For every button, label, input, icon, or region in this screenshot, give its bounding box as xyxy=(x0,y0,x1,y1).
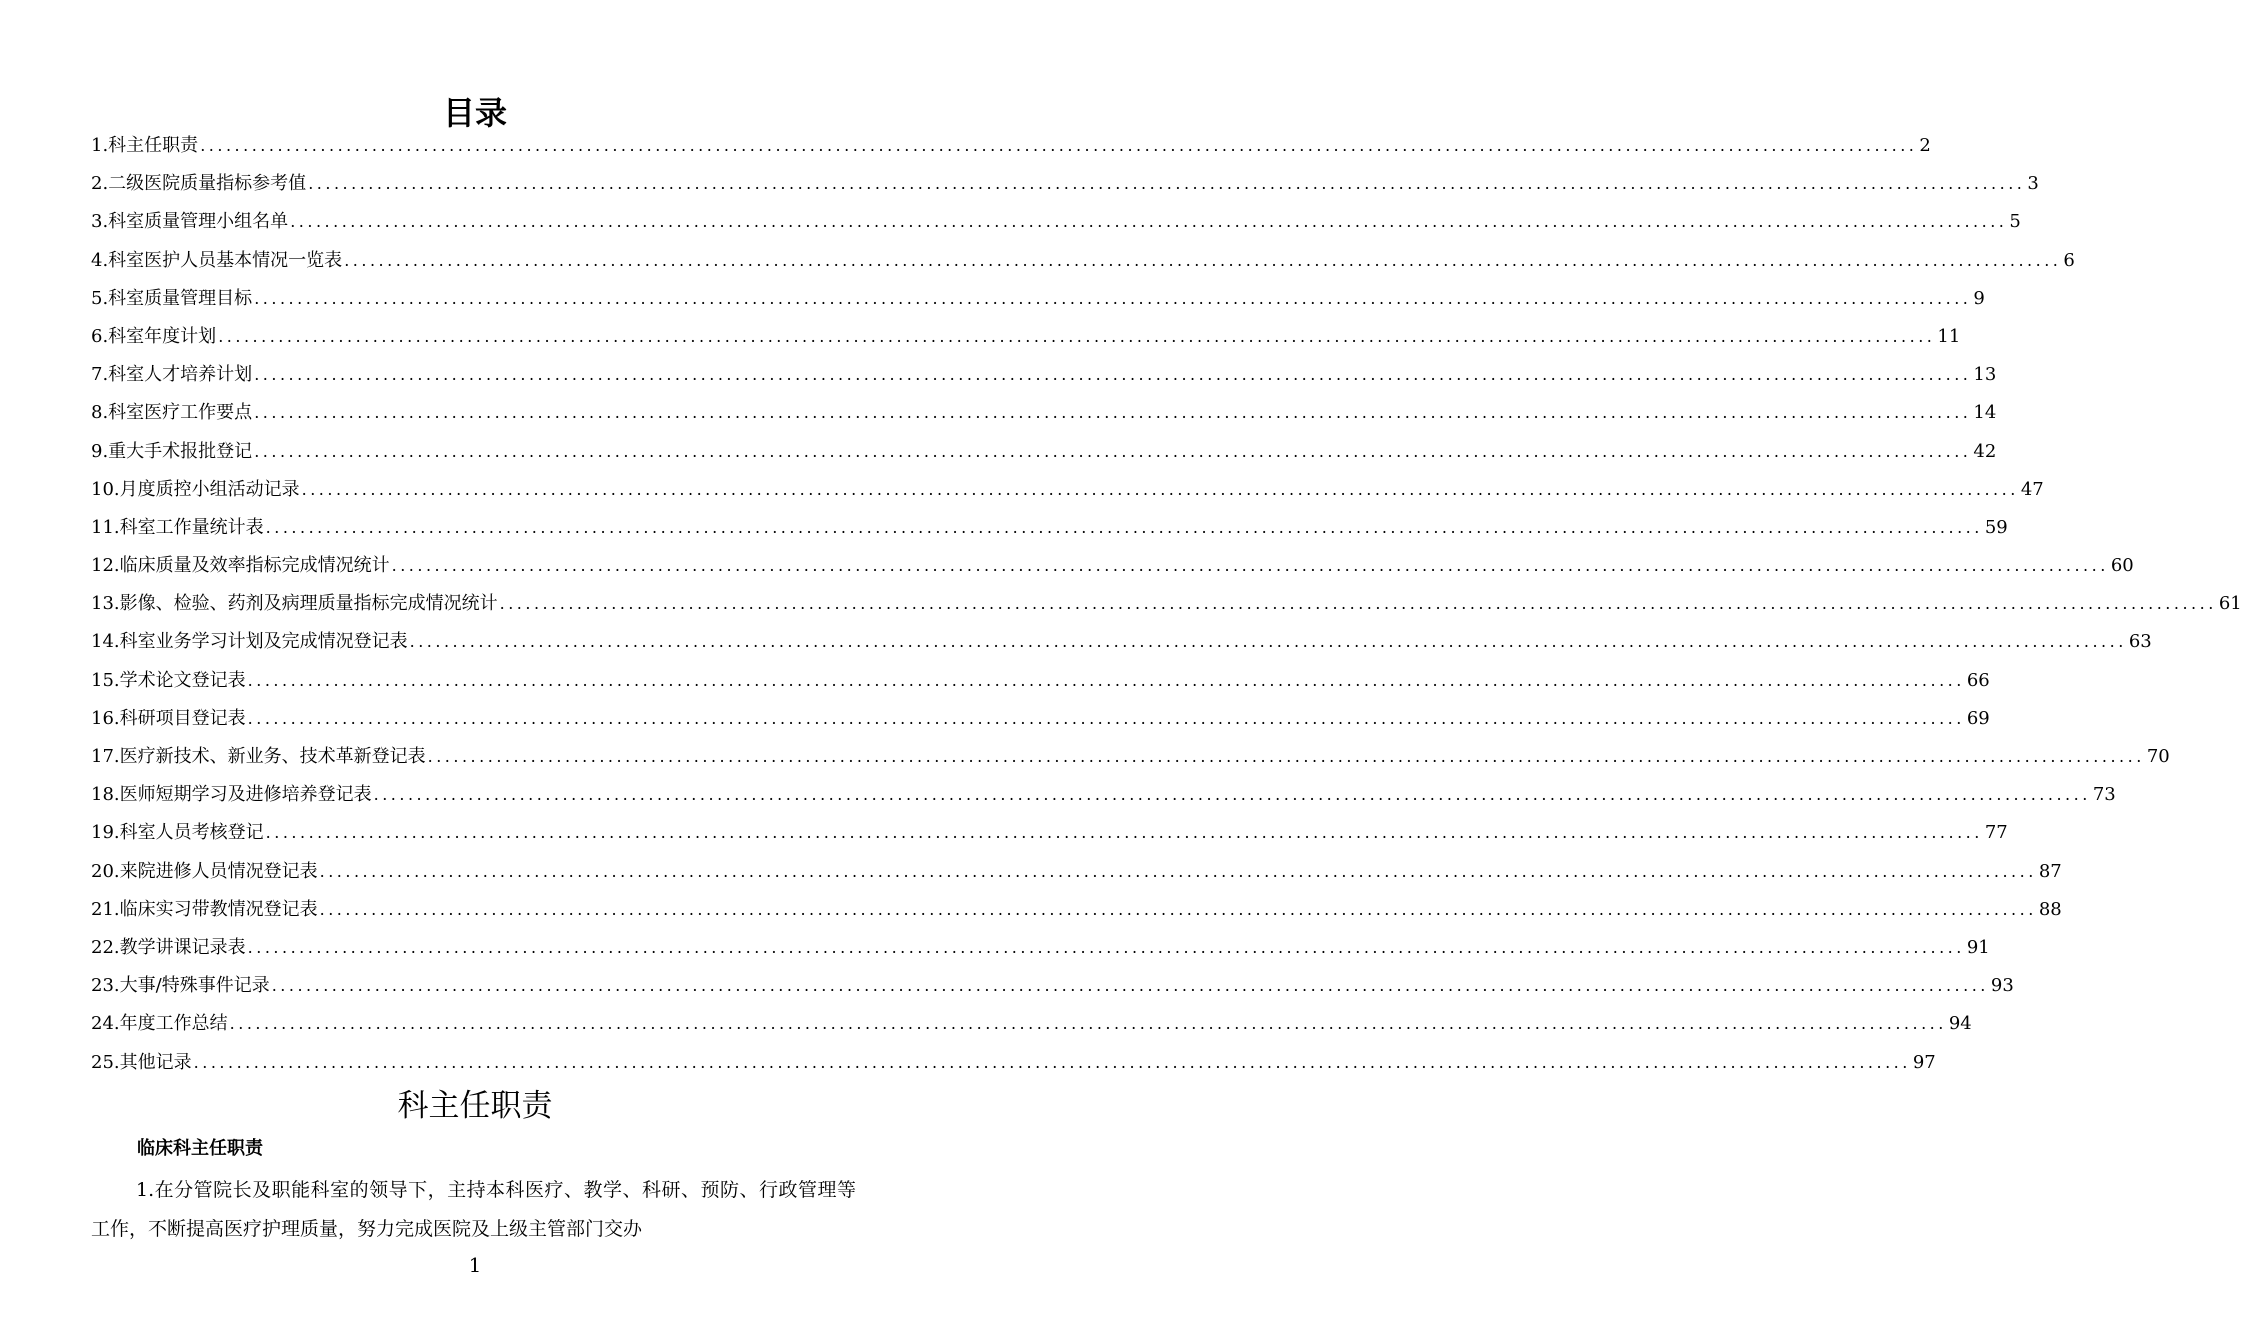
toc-item-label: 5.科室质量管理目标 xyxy=(91,287,253,309)
toc-leader-dots: ........................................................................................................................................................................................................ xyxy=(200,136,1918,155)
toc-item-label: 20.来院进修人员情况登记表 xyxy=(91,860,318,882)
toc-leader-dots: ........................................................................................................................................................................................................ xyxy=(254,403,1972,423)
toc-item-page: 73 xyxy=(2092,784,2116,806)
toc-item-page: 14 xyxy=(1973,402,1997,424)
toc-item-page: 6 xyxy=(2063,249,2075,271)
toc-leader-dots: ........................................................................................................................................................................................................ xyxy=(391,556,2109,576)
toc-item-page: 63 xyxy=(2128,631,2152,653)
toc-leader-dots: ........................................................................................................................................................................................................ xyxy=(229,1014,1947,1034)
toc-item-page: 77 xyxy=(1984,822,2008,844)
toc-item[interactable] xyxy=(91,127,1931,165)
toc-leader-dots: ........................................................................................................................................................................................................ xyxy=(247,670,1965,690)
toc-leader-dots: ........................................................................................................................................................................................................ xyxy=(247,937,1965,957)
toc-item-page: 9 xyxy=(1973,287,1985,309)
section-subtitle: 临床科主任职责 xyxy=(137,1138,263,1159)
toc-item-label: 24.年度工作总结 xyxy=(91,1013,228,1035)
toc-item-label: 17.医疗新技术、新业务、技术革新登记表 xyxy=(91,746,426,767)
toc-leader-dots: ........................................................................................................................................................................................................ xyxy=(308,174,2026,194)
toc-item[interactable] xyxy=(91,356,1997,394)
toc-leader-dots: ........................................................................................................................................................................................................ xyxy=(265,517,1983,537)
toc-item-label: 2.二级医院质量指标参考值 xyxy=(91,173,307,195)
toc-item-label: 21.临床实习带教情况登记表 xyxy=(91,898,318,920)
toc-item-label: 9.重大手术报批登记 xyxy=(91,440,253,462)
toc-item-label: 15.学术论文登记表 xyxy=(91,669,246,691)
toc-leader-dots: ........................................................................................................................................................................................................ xyxy=(254,441,1972,461)
toc-item[interactable] xyxy=(91,738,2170,776)
toc-item-page: 42 xyxy=(1973,440,1997,462)
toc-item-page: 93 xyxy=(1990,975,2014,997)
toc-item[interactable] xyxy=(91,1005,1972,1043)
toc-item-label: 22.教学讲课记录表 xyxy=(91,936,246,958)
toc-item[interactable] xyxy=(91,814,2008,852)
toc-item-page: 11 xyxy=(1937,325,1961,347)
toc-item-page: 47 xyxy=(2020,478,2044,500)
toc-item-label: 10.月度质控小组活动记录 xyxy=(91,478,300,500)
toc-item[interactable] xyxy=(91,242,2075,280)
toc-item[interactable] xyxy=(91,280,1985,318)
toc-leader-dots: ........................................................................................................................................................................................................ xyxy=(265,823,1983,843)
toc-leader-dots: ........................................................................................................................................................................................................ xyxy=(254,288,1972,308)
toc-item-label: 12.临床质量及效率指标完成情况统计 xyxy=(91,555,390,577)
toc-item-label: 19.科室人员考核登记 xyxy=(91,822,264,844)
toc-item[interactable] xyxy=(91,662,1990,700)
toc-item[interactable] xyxy=(91,165,2039,203)
toc-leader-dots: ........................................................................................................................................................................................................ xyxy=(218,326,1936,346)
page-number: 1 xyxy=(468,1253,482,1277)
toc-item-page: 69 xyxy=(1966,707,1990,729)
toc-item[interactable] xyxy=(91,509,2008,547)
toc-leader-dots: ........................................................................................................................................................................................................ xyxy=(254,365,1972,385)
toc-leader-dots: ........................................................................................................................................................................................................ xyxy=(290,212,2008,232)
toc-item[interactable] xyxy=(91,471,2044,509)
toc-item[interactable] xyxy=(91,585,2242,623)
toc-item-page: 70 xyxy=(2146,746,2170,767)
toc-item-label: 25.其他记录 xyxy=(91,1051,192,1073)
toc-item[interactable] xyxy=(91,318,1961,356)
toc-item-page: 97 xyxy=(1912,1051,1936,1073)
toc-leader-dots: ........................................................................................................................................................................................................ xyxy=(499,594,2217,614)
toc-item-label: 16.科研项目登记表 xyxy=(91,707,246,729)
toc-item-page: 59 xyxy=(1984,516,2008,538)
toc-item[interactable] xyxy=(91,967,2014,1005)
toc-leader-dots: ........................................................................................................................................................................................................ xyxy=(319,861,2037,881)
toc-leader-dots: ........................................................................................................................................................................................................ xyxy=(271,976,1989,996)
toc-leader-dots: ........................................................................................................................................................................................................ xyxy=(301,479,2019,499)
toc-item-label: 1.科主任职责 xyxy=(91,135,199,156)
toc-item-label: 3.科室质量管理小组名单 xyxy=(91,211,289,233)
toc-item-label: 4.科室医护人员基本情况一览表 xyxy=(91,249,343,271)
toc-leader-dots: ........................................................................................................................................................................................................ xyxy=(193,1052,1911,1072)
toc-item-page: 91 xyxy=(1966,936,1990,958)
toc-item-page: 87 xyxy=(2038,860,2062,882)
toc-item[interactable] xyxy=(91,203,2021,241)
toc-item-label: 13.影像、检验、药剂及病理质量指标完成情况统计 xyxy=(91,593,498,615)
toc-item-label: 7.科室人才培养计划 xyxy=(91,364,253,386)
toc-item-label: 8.科室医疗工作要点 xyxy=(91,402,253,424)
toc-list xyxy=(91,127,2242,1082)
section-paragraph: 1.在分管院长及职能科室的领导下，主持本科医疗、教学、科研、预防、行政管理等工作，不断提高医疗护理质量，努力完成医院及上级主管部门交办 xyxy=(91,1179,856,1240)
toc-item[interactable] xyxy=(91,623,2152,661)
toc-leader-dots: ........................................................................................................................................................................................................ xyxy=(319,899,2037,919)
toc-item-page: 60 xyxy=(2110,555,2134,577)
toc-item-page: 66 xyxy=(1966,669,1990,691)
toc-item[interactable] xyxy=(91,853,2062,891)
toc-item-label: 11.科室工作量统计表 xyxy=(91,516,264,538)
toc-leader-dots: ........................................................................................................................................................................................................ xyxy=(427,747,2145,766)
toc-item-page: 3 xyxy=(2027,173,2039,195)
toc-item[interactable] xyxy=(91,433,1997,471)
toc-item-label: 14.科室业务学习计划及完成情况登记表 xyxy=(91,631,408,653)
toc-item[interactable] xyxy=(91,394,1997,432)
toc-item[interactable] xyxy=(91,700,1990,738)
toc-item[interactable] xyxy=(91,547,2134,585)
toc-item-page: 94 xyxy=(1948,1013,1972,1035)
toc-item-page: 88 xyxy=(2038,898,2062,920)
toc-item[interactable] xyxy=(91,776,2116,814)
toc-leader-dots: ........................................................................................................................................................................................................ xyxy=(344,250,2062,270)
toc-item-label: 23.大事/特殊事件记录 xyxy=(91,975,270,997)
toc-item[interactable] xyxy=(91,929,1990,967)
toc-item-label: 6.科室年度计划 xyxy=(91,325,217,347)
toc-leader-dots: ........................................................................................................................................................................................................ xyxy=(247,708,1965,728)
toc-item-page: 2 xyxy=(1919,135,1931,156)
toc-leader-dots: ........................................................................................................................................................................................................ xyxy=(373,785,2091,805)
toc-item-page: 13 xyxy=(1973,364,1997,386)
toc-item-label: 18.医师短期学习及进修培养登记表 xyxy=(91,784,372,806)
toc-item[interactable] xyxy=(91,1044,1936,1082)
toc-item-page: 61 xyxy=(2218,593,2242,615)
toc-title: 目录 xyxy=(442,94,507,132)
toc-leader-dots: ........................................................................................................................................................................................................ xyxy=(409,632,2127,652)
toc-item-page: 5 xyxy=(2009,211,2021,233)
toc-item[interactable] xyxy=(91,891,2062,929)
section-title: 科主任职责 xyxy=(397,1088,553,1124)
